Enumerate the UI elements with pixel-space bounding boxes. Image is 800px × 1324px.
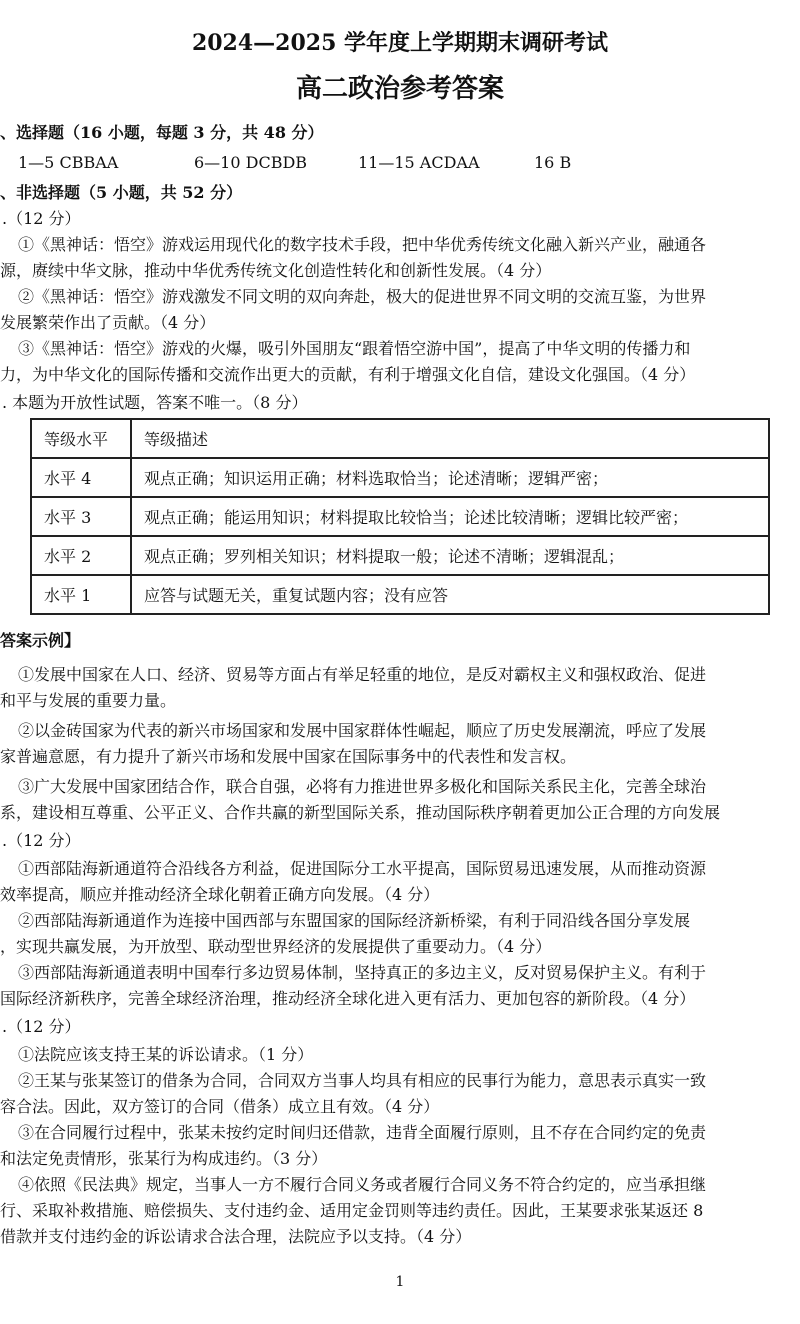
answer-group-3: 11—15 ACDAA bbox=[358, 153, 480, 172]
table-row bbox=[31, 536, 769, 575]
level-cell: 水平 2 bbox=[31, 536, 131, 575]
q20-line: ①法院应该支持王某的诉讼请求。（1 分） bbox=[18, 1045, 314, 1064]
q20-line: 行、采取补救措施、赔偿损失、支付违约金、适用定金罚则等违约责任。因此，王某要求张某返还 8 bbox=[0, 1201, 704, 1220]
q17-line: 源，赓续中华文脉，推动中华优秀传统文化创造性转化和创新性发展。（4 分） bbox=[0, 261, 552, 280]
q19-line: ②西部陆海新通道作为连接中国西部与东盟国家的国际经济新桥梁，有利于同沿线各国分享发展 bbox=[18, 911, 691, 930]
multiple-choice-answers bbox=[18, 152, 571, 174]
table-row bbox=[31, 458, 769, 497]
level-cell: 水平 1 bbox=[31, 575, 131, 614]
q19-line: ，实现共赢发展，为开放型、联动型世界经济的发展提供了重要动力。（4 分） bbox=[0, 937, 552, 956]
q18-line: ①发展中国家在人口、经济、贸易等方面占有举足轻重的地位，是反对霸权主义和强权政治、促进 bbox=[18, 665, 707, 684]
q20-line: ②王某与张某签订的借条为合同，合同双方当事人均具有相应的民事行为能力，意思表示真实一致 bbox=[18, 1071, 707, 1090]
q17-line: ①《黑神话：悟空》游戏运用现代化的数字技术手段，把中华优秀传统文化融入新兴产业，融通各 bbox=[18, 235, 707, 254]
description-cell: 观点正确；罗列相关知识；材料提取一般；论述不清晰；逻辑混乱； bbox=[131, 536, 769, 575]
table-header-row bbox=[31, 419, 769, 458]
q20-line: ④依照《民法典》规定，当事人一方不履行合同义务或者履行合同义务不符合约定的，应当承担继 bbox=[18, 1175, 707, 1194]
grading-table bbox=[30, 418, 770, 615]
q19-line: 国际经济新秩序，完善全球经济治理，推动经济全球化进入更有活力、更加包容的新阶段。（4 分） bbox=[0, 989, 696, 1008]
description-cell: 观点正确；知识运用正确；材料选取恰当；论述清晰；逻辑严密； bbox=[131, 458, 769, 497]
q20-score: .（12 分） bbox=[2, 1017, 81, 1036]
exam-title: 2024—2025 学年度上学期期末调研考试 bbox=[191, 30, 609, 56]
table-header-cell: 等级描述 bbox=[131, 419, 769, 458]
answer-group-4: 16 B bbox=[534, 153, 572, 172]
description-cell: 应答与试题无关，重复试题内容；没有应答 bbox=[131, 575, 769, 614]
q20-line: 和法定免责情形，张某行为构成违约。（3 分） bbox=[0, 1149, 328, 1168]
answer-group-1: 1—5 CBBAA bbox=[18, 153, 119, 172]
description-cell: 观点正确；能运用知识；材料提取比较恰当；论述比较清晰；逻辑比较严密； bbox=[131, 497, 769, 536]
section1-heading: 、选择题（16 小题，每题 3 分，共 48 分） bbox=[0, 123, 324, 142]
q18-line: 和平与发展的重要力量。 bbox=[0, 691, 177, 710]
q19-score: .（12 分） bbox=[2, 831, 81, 850]
q18-line: ③广大发展中国家团结合作，联合自强，必将有力推进世界多极化和国际关系民主化，完善全球治 bbox=[18, 777, 707, 796]
table-row bbox=[31, 497, 769, 536]
level-cell: 水平 4 bbox=[31, 458, 131, 497]
answer-example-label: 答案示例】 bbox=[0, 631, 81, 650]
q17-line: 发展繁荣作出了贡献。（4 分） bbox=[0, 313, 216, 332]
q17-line: ②《黑神话：悟空》游戏激发不同文明的双向奔赴，极大的促进世界不同文明的交流互鉴，为世界 bbox=[18, 287, 707, 306]
q20-line: 容合法。因此，双方签订的合同（借条）成立且有效。（4 分） bbox=[0, 1097, 440, 1116]
q19-line: ①西部陆海新通道符合沿线各方利益，促进国际分工水平提高，国际贸易迅速发展，从而推动资源 bbox=[18, 859, 707, 878]
table-header-cell: 等级水平 bbox=[31, 419, 131, 458]
q19-line: ③西部陆海新通道表明中国奉行多边贸易体制，坚持真正的多边主义，反对贸易保护主义。有利于 bbox=[18, 963, 707, 982]
q19-line: 效率提高，顺应并推动经济全球化朝着正确方向发展。（4 分） bbox=[0, 885, 440, 904]
q18-line: 系，建设相互尊重、公平正义、合作共赢的新型国际关系，推动国际秩序朝着更加公正合理的方向发展 bbox=[0, 803, 721, 822]
q20-line: ③在合同履行过程中，张某未按约定时间归还借款，违背全面履行原则，且不存在合同约定的免责 bbox=[18, 1123, 707, 1142]
q17-score: .（12 分） bbox=[2, 209, 81, 228]
q17-line: 力，为中华文化的国际传播和交流作出更大的贡献，有利于增强文化自信，建设文化强国。（4 分） bbox=[0, 365, 696, 384]
q18-line: ②以金砖国家为代表的新兴市场国家和发展中国家群体性崛起，顺应了历史发展潮流，呼应了发展 bbox=[18, 721, 707, 740]
level-cell: 水平 3 bbox=[31, 497, 131, 536]
section2-heading: 、非选择题（5 小题，共 52 分） bbox=[0, 183, 243, 202]
table-row bbox=[31, 575, 769, 614]
answer-group-2: 6—10 DCBDB bbox=[194, 153, 308, 172]
q17-line: ③《黑神话：悟空》游戏的火爆，吸引外国朋友“跟着悟空游中国”，提高了中华文明的传播力和 bbox=[18, 339, 691, 358]
answer-key-title: 高二政治参考答案 bbox=[295, 74, 504, 104]
page-number: 1 bbox=[395, 1274, 405, 1290]
q18-intro: . 本题为开放性试题，答案不唯一。（8 分） bbox=[2, 393, 308, 412]
q20-line: 借款并支付违约金的诉讼请求合法合理，法院应予以支持。（4 分） bbox=[0, 1227, 472, 1246]
q18-line: 家普遍意愿，有力提升了新兴市场和发展中国家在国际事务中的代表性和发言权。 bbox=[0, 747, 577, 766]
